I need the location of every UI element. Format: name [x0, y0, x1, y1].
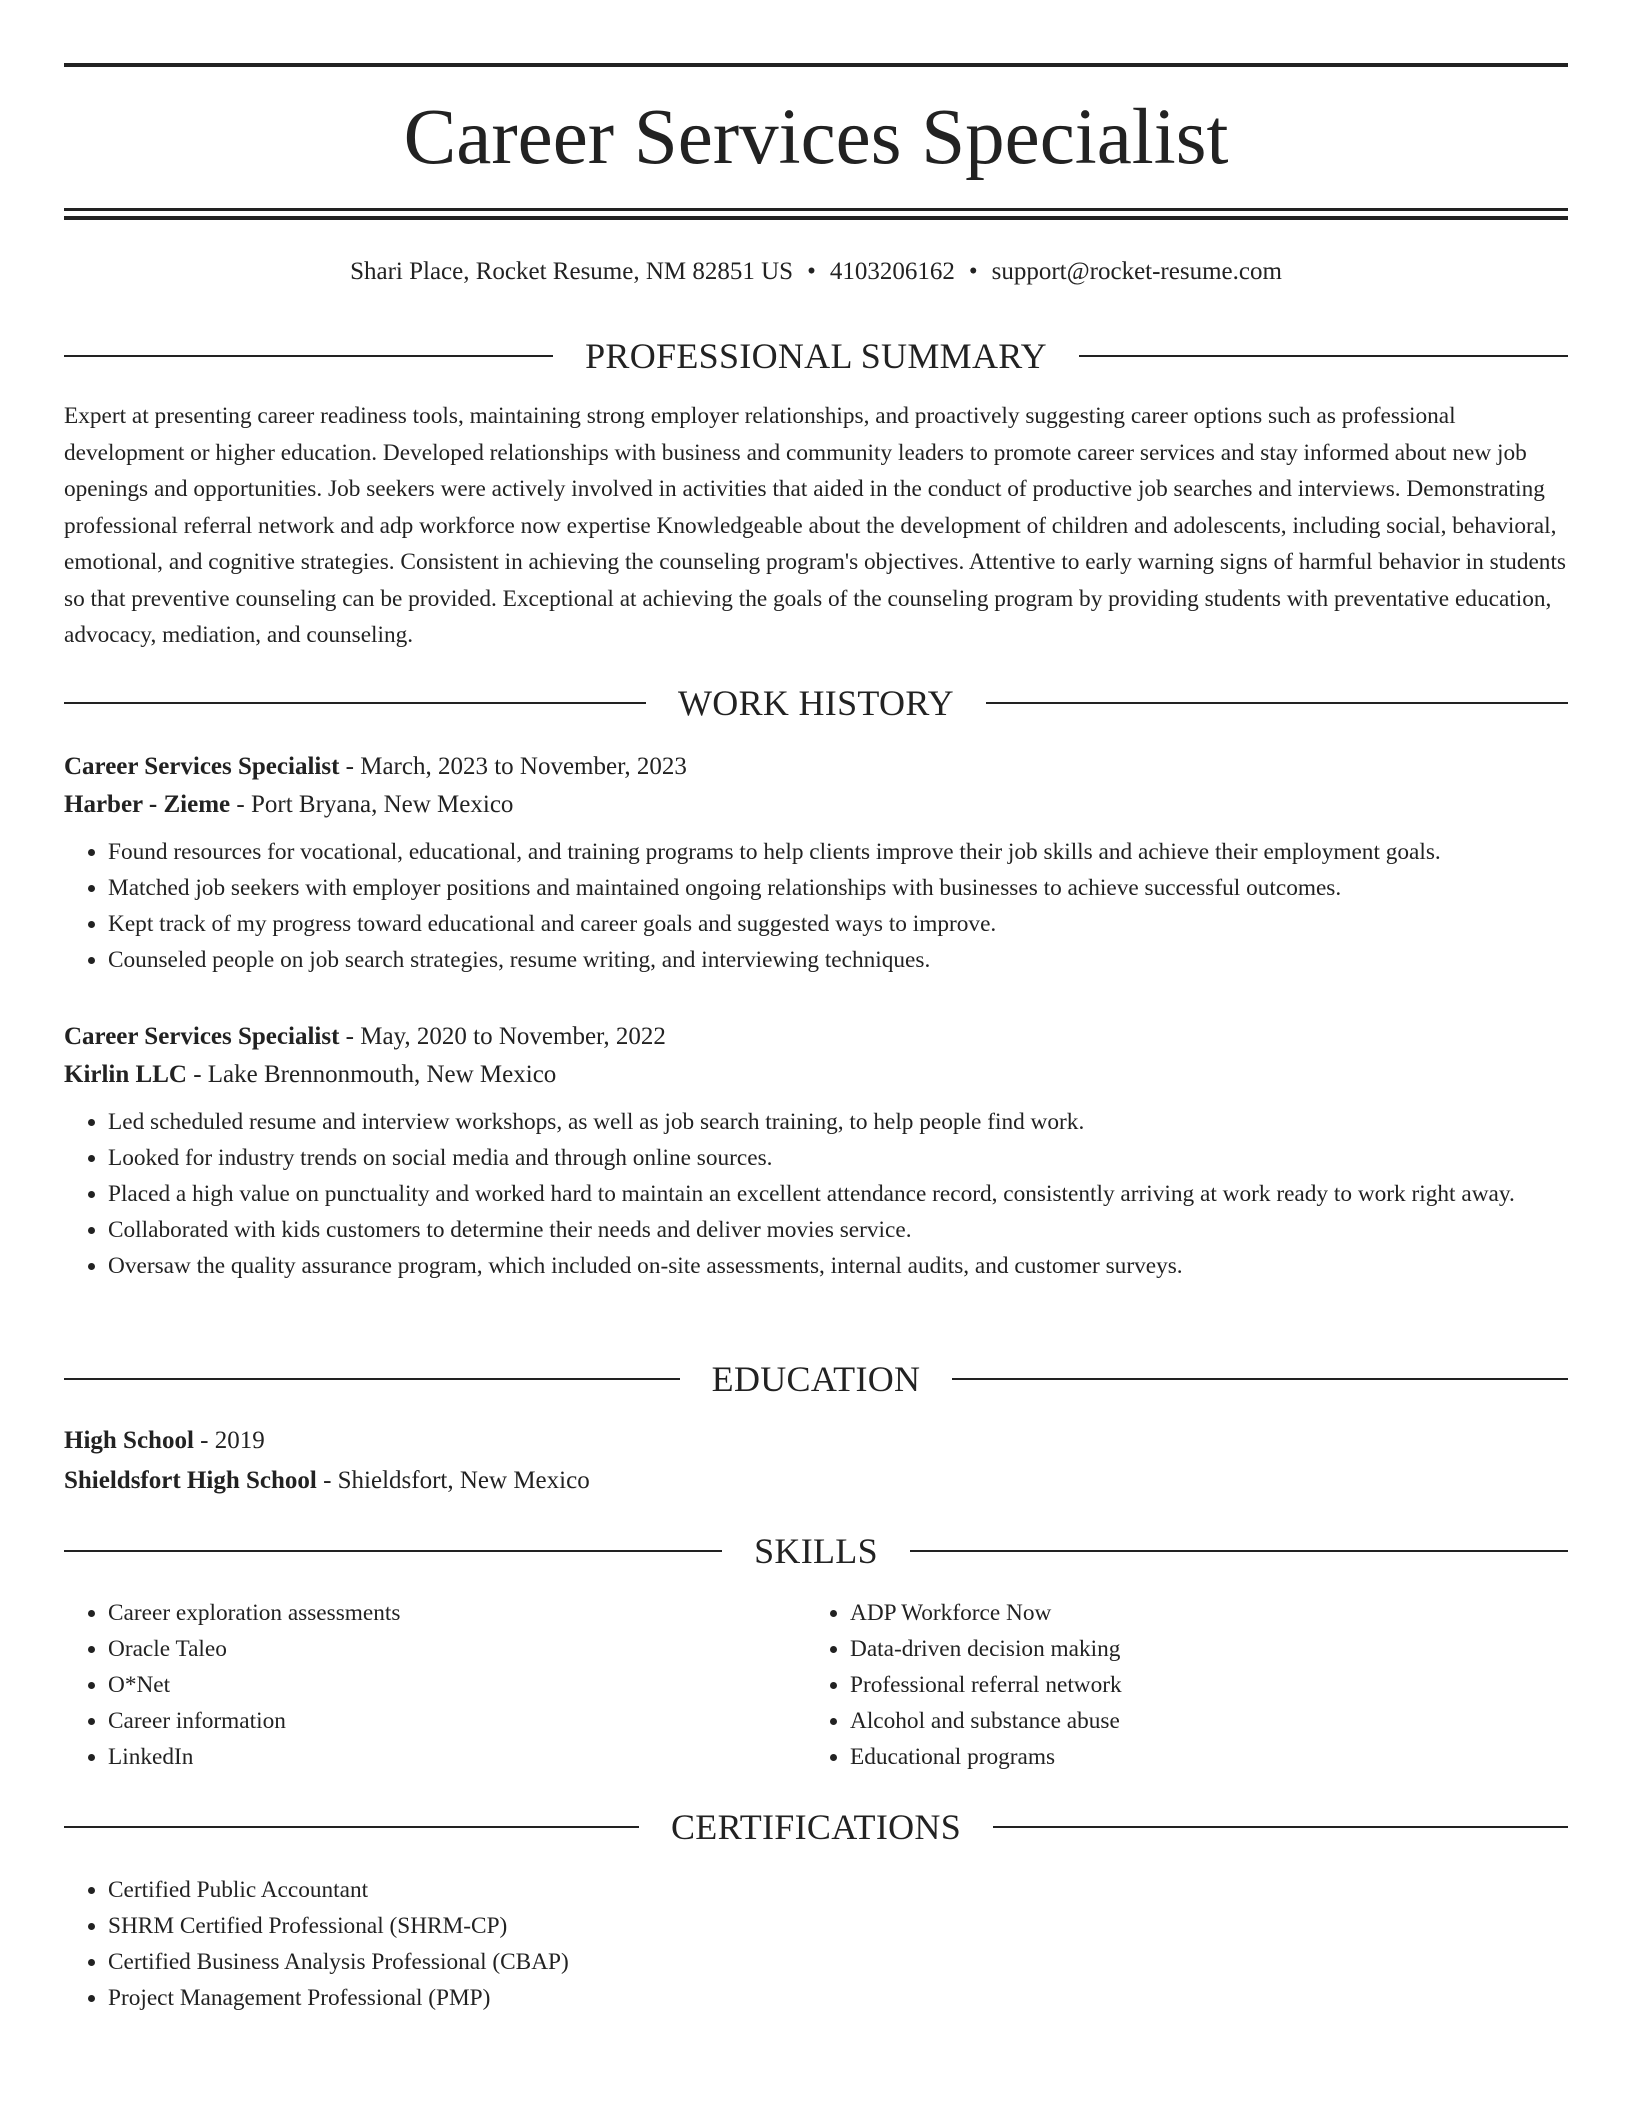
contact-separator: •: [968, 258, 978, 285]
job-title-line: [64, 748, 1568, 786]
skills-column-right: [806, 1595, 1568, 1775]
job-entry: [64, 1018, 1568, 1284]
job-location: - Lake Brennonmouth, New Mexico: [186, 1061, 557, 1088]
section-title: EDUCATION: [711, 1359, 921, 1399]
list-item: • SHRM Certified Professional (SHRM-CP): [108, 1908, 1568, 1944]
list-item: • O*Net: [108, 1667, 806, 1703]
job-title: Career Services Specialist: [64, 753, 340, 780]
job-location: - Port Bryana, New Mexico: [230, 791, 514, 818]
job-dates: - May, 2020 to November, 2022: [339, 1023, 666, 1050]
list-item: • Project Management Professional (PMP): [108, 1980, 1568, 2016]
list-item: • ADP Workforce Now: [850, 1595, 1568, 1631]
section-title: SKILLS: [754, 1531, 878, 1571]
contact-separator: •: [807, 258, 816, 285]
section-heading-education: [64, 1357, 1568, 1401]
heading-rule: [64, 1378, 680, 1380]
heading-rule: [910, 1550, 1568, 1552]
job-company: Harber - Zieme: [64, 791, 231, 818]
job-dates: - March, 2023 to November, 2023: [339, 753, 687, 780]
contact-email: support@rocket-resume.com: [991, 258, 1282, 285]
heading-rule: [986, 702, 1568, 704]
section-title: CERTIFICATIONS: [670, 1807, 962, 1847]
heading-rule: [64, 702, 646, 704]
job-bullets: [64, 1104, 1568, 1284]
list-item: • Professional referral network: [850, 1667, 1568, 1703]
resume-title: Career Services Specialist: [403, 94, 1229, 181]
heading-rule: [64, 355, 553, 357]
contact-address: Shari Place, Rocket Resume, NM 82851 US: [350, 258, 794, 285]
education-school: Shieldsfort High School: [64, 1467, 317, 1494]
summary-paragraph: Expert at presenting career readiness tools, maintaining strong employer relationships, and proactively suggesting career options such as professional development or higher education. Developed relationships with business and community leaders to promote career services and stay informed about new job openings and opportunities. Job seekers were actively involved in activities that aided in the conduct of productive job searches and interviews. Demonstrating professional referral network and adp workforce now expertise Knowledgeable about the development of children and adolescents, including social, behavioral, emotional, and cognitive strategies. Consistent in achieving the counseling program's objectives. Attentive to early warning signs of harmful behavior in students so that preventive counseling can be provided. Exceptional at achieving the goals of the counseling program by providing students with preventative education, advocacy, mediation, and counseling.: [64, 403, 1566, 648]
education-school-line: [64, 1461, 1568, 1501]
list-item: • Placed a high value on punctuality and worked hard to maintain an excellent attendance record, consistently arriving at work ready to work right away.: [108, 1176, 1568, 1212]
education-year: - 2019: [193, 1427, 265, 1454]
contact-phone: 4103206162: [829, 258, 955, 285]
header-double-rule-lower: [64, 216, 1568, 220]
skills-column-left: [64, 1595, 806, 1775]
education-entry: [64, 1421, 1568, 1501]
job-bullets: [64, 834, 1568, 978]
section-heading-work-history: [64, 681, 1568, 725]
header-top-rule: [64, 63, 1568, 67]
section-heading-certifications: [64, 1805, 1568, 1849]
list-item: • Educational programs: [850, 1739, 1568, 1775]
certifications-list: [64, 1872, 1568, 2016]
list-item: • Counseled people on job search strategies, resume writing, and interviewing techniques.: [108, 942, 1568, 978]
list-item: • Looked for industry trends on social media and through online sources.: [108, 1140, 1568, 1176]
job-company: Kirlin LLC: [64, 1061, 187, 1088]
section-heading-summary: [64, 334, 1568, 378]
job-entry: [64, 748, 1568, 978]
heading-rule: [64, 1826, 639, 1828]
list-item: • Collaborated with kids customers to determine their needs and deliver movies service.: [108, 1212, 1568, 1248]
section-title: WORK HISTORY: [678, 683, 954, 723]
job-company-line: [64, 1056, 1568, 1094]
list-item: • Career information: [108, 1703, 806, 1739]
list-item: • Kept track of my progress toward educational and career goals and suggested ways to improve.: [108, 906, 1568, 942]
skills-grid: [64, 1595, 1568, 1775]
list-item: • Certified Business Analysis Professional (CBAP): [108, 1944, 1568, 1980]
list-item: • Data-driven decision making: [850, 1631, 1568, 1667]
education-degree-line: [64, 1421, 1568, 1461]
list-item: • Oversaw the quality assurance program, which included on-site assessments, internal audits, and customer surveys.: [108, 1248, 1568, 1284]
heading-rule: [64, 1550, 722, 1552]
job-company-line: [64, 786, 1568, 824]
header-double-rule-upper: [64, 208, 1568, 211]
list-item: • Career exploration assessments: [108, 1595, 806, 1631]
list-item: • Certified Public Accountant: [108, 1872, 1568, 1908]
list-item: • Found resources for vocational, educational, and training programs to help clients improve their job skills and achieve their employment goals.: [108, 834, 1568, 870]
education-location: - Shieldsfort, New Mexico: [316, 1467, 590, 1494]
section-heading-skills: [64, 1529, 1568, 1573]
heading-rule: [993, 1826, 1568, 1828]
list-item: • LinkedIn: [108, 1739, 806, 1775]
heading-rule: [952, 1378, 1568, 1380]
education-degree: High School: [64, 1427, 194, 1454]
job-title: Career Services Specialist: [64, 1023, 340, 1050]
contact-line: [64, 254, 1568, 290]
list-item: • Oracle Taleo: [108, 1631, 806, 1667]
job-title-line: [64, 1018, 1568, 1056]
heading-rule: [1079, 355, 1568, 357]
list-item: • Matched job seekers with employer positions and maintained ongoing relationships with businesses to achieve successful outcomes.: [108, 870, 1568, 906]
list-item: • Led scheduled resume and interview workshops, as well as job search training, to help people find work.: [108, 1104, 1568, 1140]
section-title: PROFESSIONAL SUMMARY: [585, 336, 1047, 376]
certifications-items: [64, 1872, 1568, 2016]
list-item: • Alcohol and substance abuse: [850, 1703, 1568, 1739]
